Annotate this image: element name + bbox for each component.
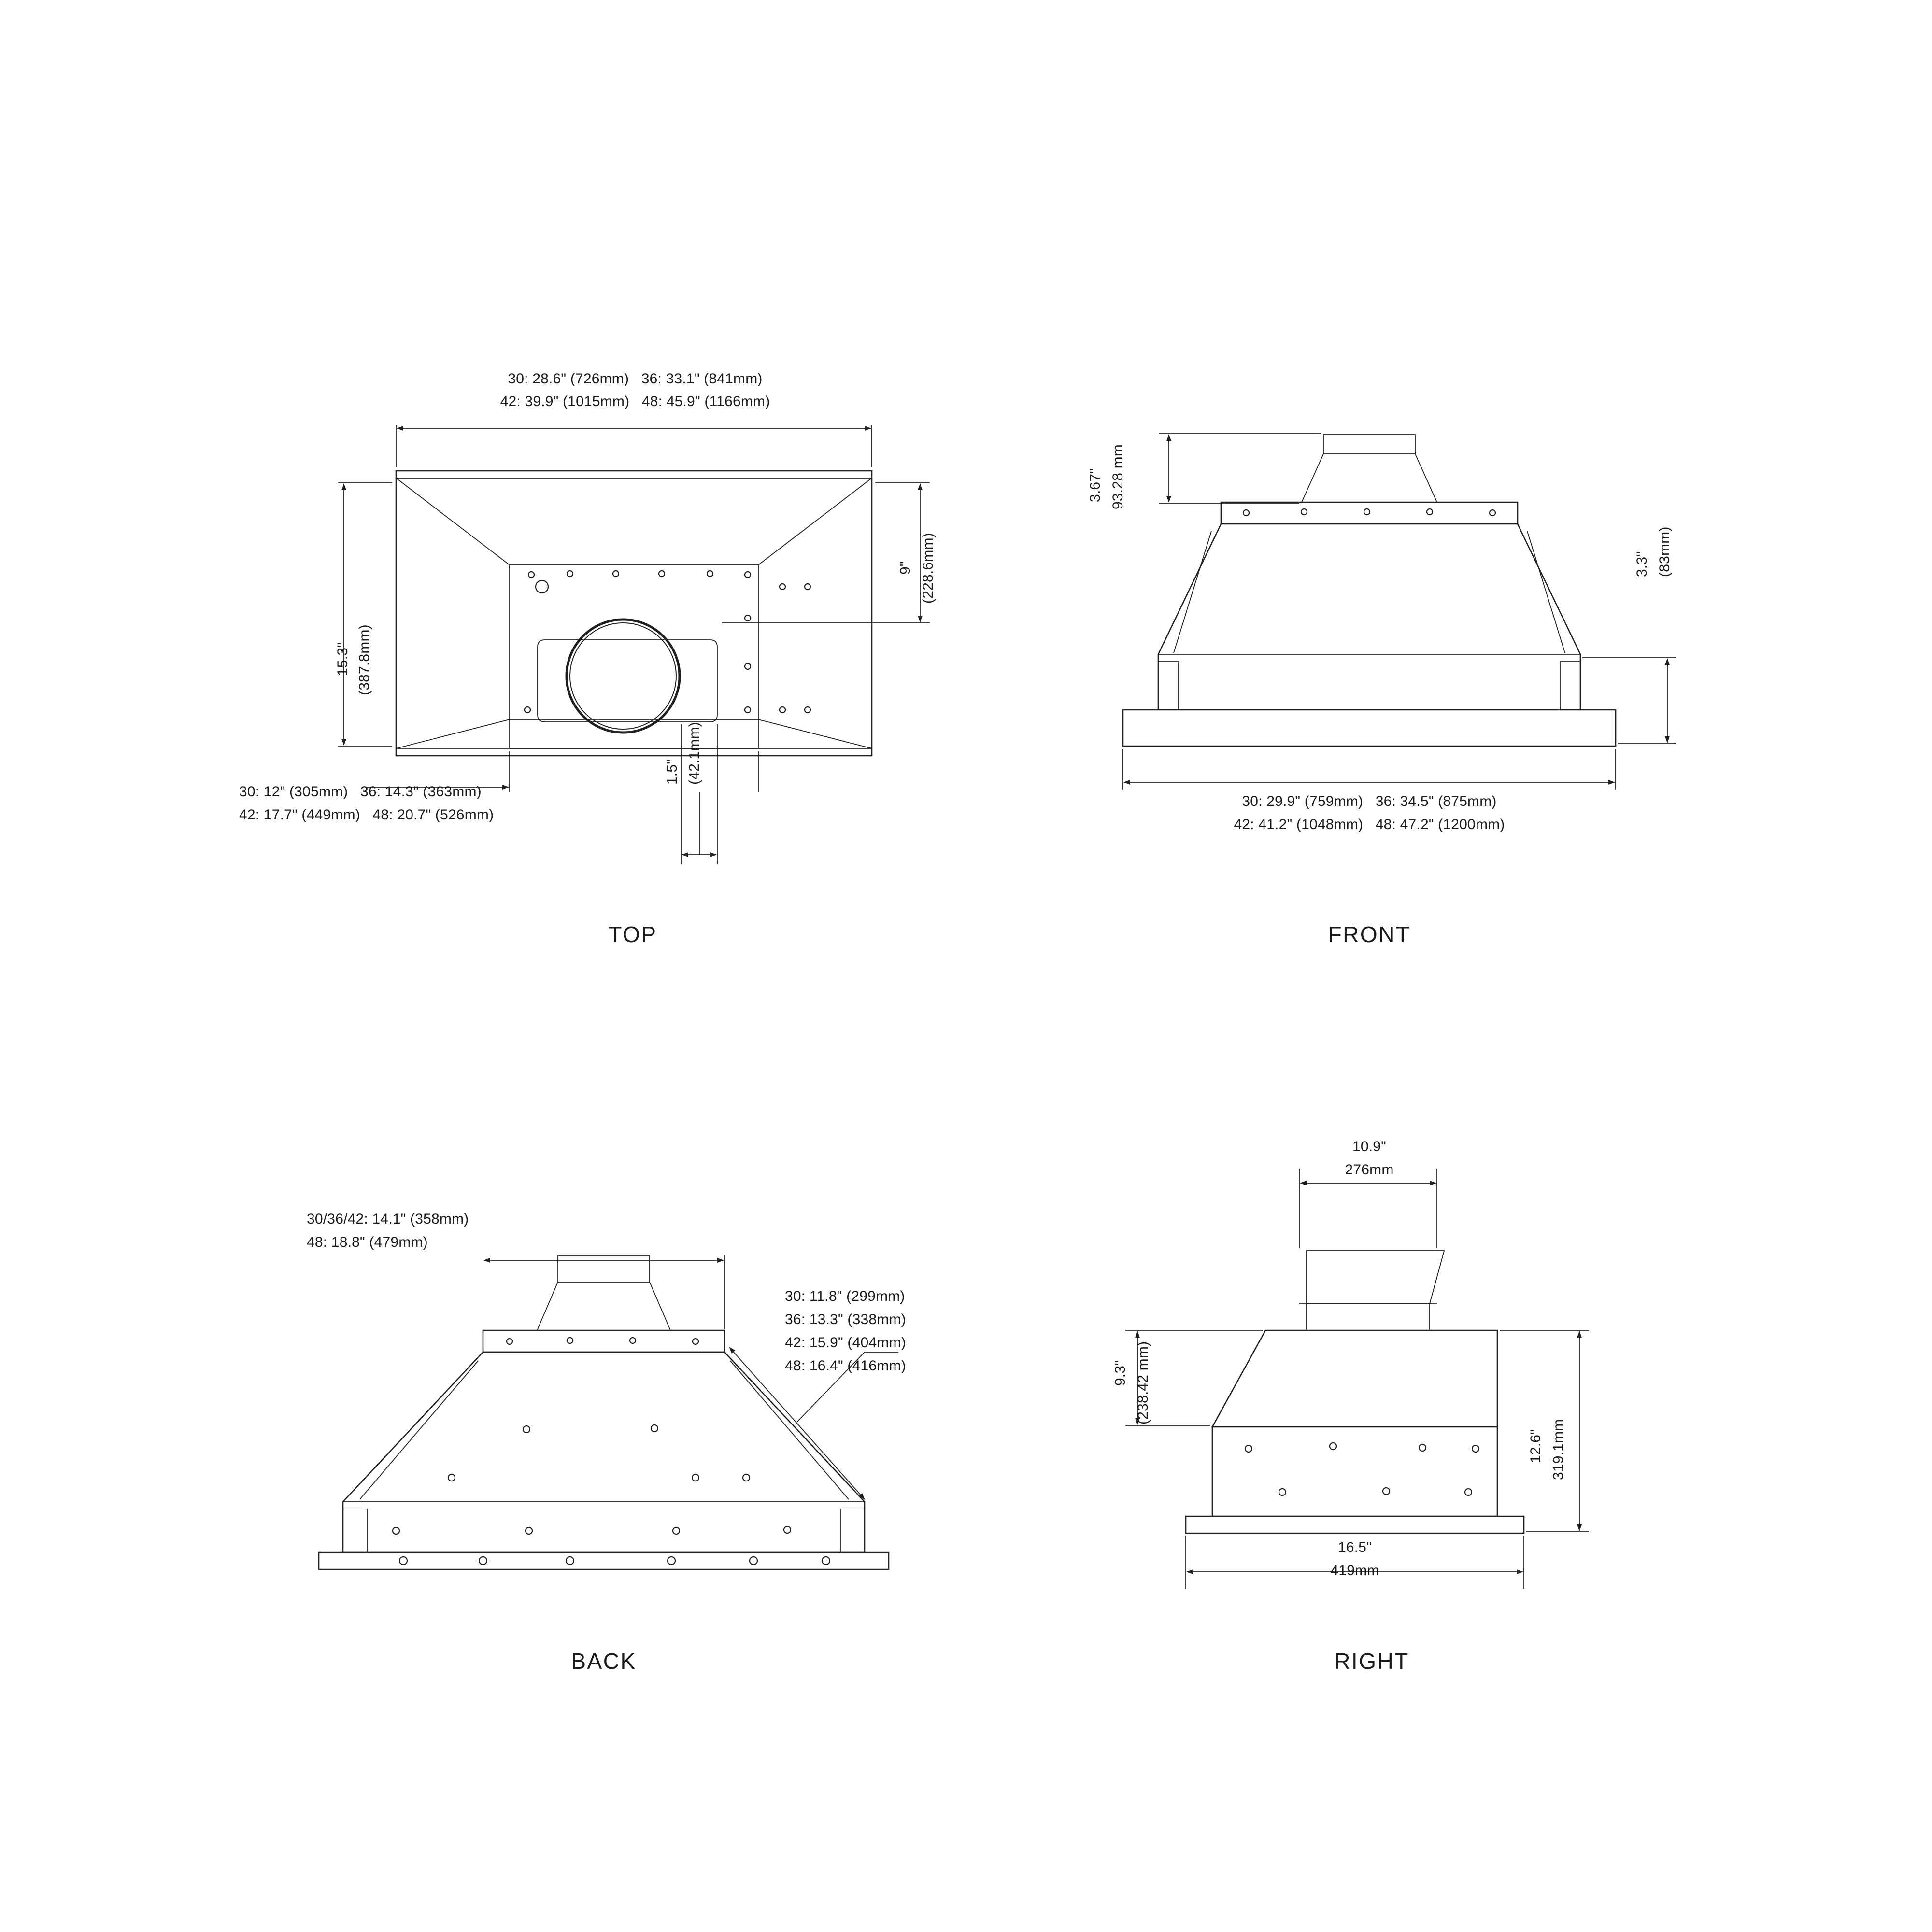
front-band-height-line1: 3.3" bbox=[1634, 551, 1650, 577]
right-depth-line2: 419mm bbox=[1330, 1563, 1379, 1579]
top-depth-right-line2: (228.6mm) bbox=[920, 533, 936, 604]
back-slope-line2: 36: 13.3" (338mm) bbox=[785, 1312, 906, 1327]
right-depth-line1: 16.5" bbox=[1337, 1539, 1372, 1555]
right-height-left-line2: (238.42 mm) bbox=[1135, 1341, 1151, 1424]
view-label-right: RIGHT bbox=[1334, 1649, 1409, 1674]
view-label-back: BACK bbox=[571, 1649, 637, 1674]
right-duct-width-line2: 276mm bbox=[1345, 1162, 1394, 1178]
front-view-geometry bbox=[1123, 434, 1676, 790]
top-width-dimension-line2: 42: 39.9" (1015mm) 48: 45.9" (1166mm) bbox=[500, 394, 770, 409]
front-duct-height-line2: 93.28 mm bbox=[1110, 444, 1126, 509]
top-depth-right-line1: 9" bbox=[897, 561, 913, 575]
front-band-height-line2: (83mm) bbox=[1657, 526, 1673, 577]
view-label-front: FRONT bbox=[1328, 922, 1411, 947]
front-width-line1: 30: 29.9" (759mm) 36: 34.5" (875mm) bbox=[1242, 793, 1497, 809]
front-duct-height-line1: 3.67" bbox=[1087, 468, 1103, 502]
top-depth-left-line1: 15.3" bbox=[335, 642, 351, 676]
top-inner-width-line2: 42: 17.7" (449mm) 48: 20.7" (526mm) bbox=[239, 807, 494, 823]
top-width-dimension-line1: 30: 28.6" (726mm) 36: 33.1" (841mm) bbox=[508, 371, 763, 387]
back-slope-line1: 30: 11.8" (299mm) bbox=[785, 1288, 905, 1304]
back-top-width-line2: 48: 18.8" (479mm) bbox=[307, 1234, 428, 1250]
right-height-left-line1: 9.3" bbox=[1112, 1360, 1128, 1386]
right-duct-width-line1: 10.9" bbox=[1352, 1139, 1387, 1155]
right-height-right-line1: 12.6" bbox=[1528, 1429, 1544, 1463]
back-slope-line4: 48: 16.4" (416mm) bbox=[785, 1358, 906, 1374]
right-view-geometry bbox=[1125, 1169, 1589, 1589]
view-label-top: TOP bbox=[608, 922, 657, 947]
right-height-right-line2: 319.1mm bbox=[1550, 1419, 1566, 1480]
back-slope-line3: 42: 15.9" (404mm) bbox=[785, 1335, 906, 1351]
top-offset-line2: (42.1mm) bbox=[686, 722, 702, 785]
top-inner-width-line1: 30: 12" (305mm) 36: 14.3" (363mm) bbox=[239, 784, 482, 800]
top-depth-left-line2: (387.8mm) bbox=[356, 624, 372, 695]
front-width-line2: 42: 41.2" (1048mm) 48: 47.2" (1200mm) bbox=[1234, 817, 1505, 832]
top-offset-line1: 1.5" bbox=[664, 759, 680, 785]
back-top-width-line1: 30/36/42: 14.1" (358mm) bbox=[307, 1211, 469, 1227]
